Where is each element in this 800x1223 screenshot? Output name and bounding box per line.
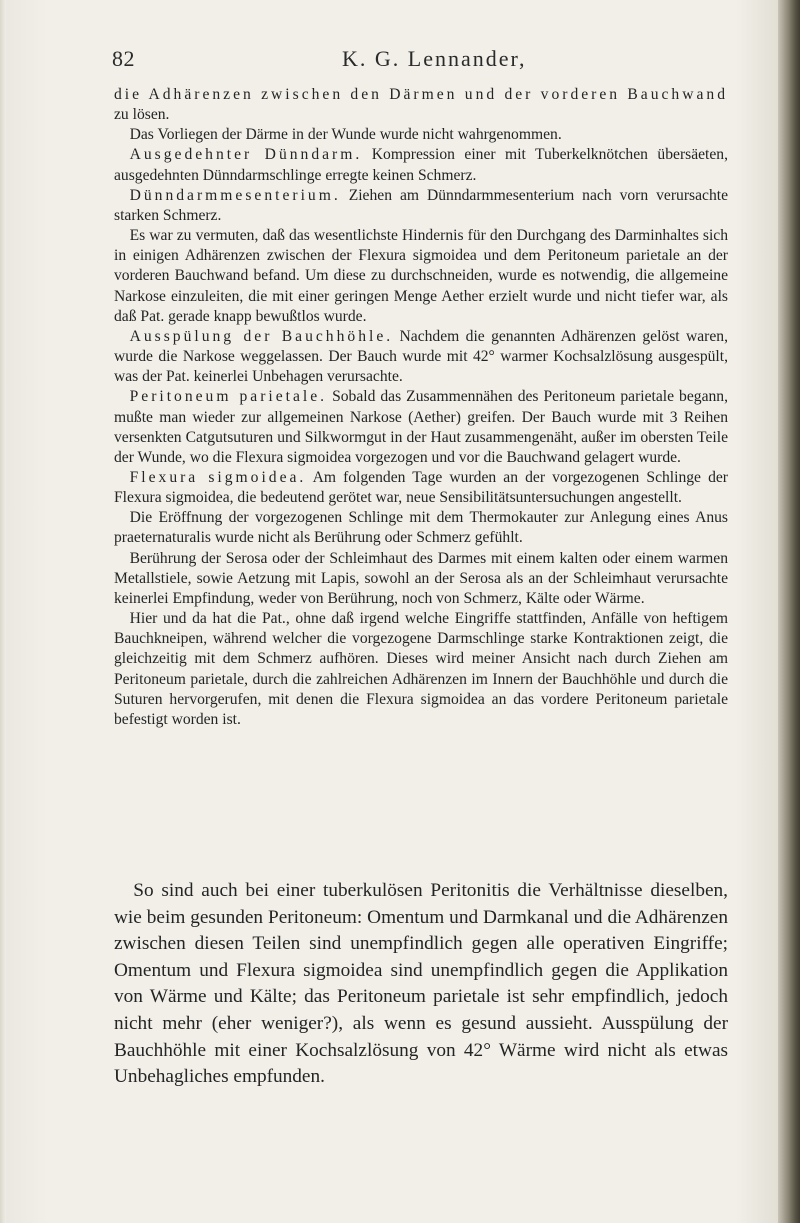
- paragraph: [114, 85, 728, 125]
- summary-paragraph: [114, 878, 728, 1091]
- paragraph-text: Hier und da hat die Pat., ohne daß irgend welche Eingriffe stattfinden, Anfälle von heftigem Bauchkneipen, während welcher die vorgezogene Darmschlinge starke Kontraktionen zeigt, die gleichzeitig mit dem Schmerz aufhören. Dieses wird meiner Ansicht nach durch Ziehen am Peritoneum parietale, durch die zahlreichen Adhärenzen im Innern der Bauchhöhle und durch die Suturen hervorgerufen, mit denen die Flexura sigmoidea an das vordere Peritoneum parietale befestigt worden ist.: [114, 610, 728, 728]
- paragraph-text: Es war zu vermuten, daß das wesentlichste Hindernis für den Durchgang des Darminhaltes sich in einigen Adhärenzen zwischen der Flexura sigmoidea und dem Peritoneum parietale an der vorderen Bauchwand befand. Um diese zu durchschneiden, wurde es notwendig, die allgemeine Narkose einzuleiten, die mit einer geringen Menge Aether erzielt wurde und nicht tiefer war, als daß Pat. gerade knapp bewußtlos wurde.: [114, 227, 728, 325]
- paragraph-text: Am folgenden Tage wurden an der vorgezogenen Schlinge der Flexura sigmoidea, die bedeutend gerötet war, neue Sensibilitätsuntersuchungen angestellt.: [114, 468, 728, 507]
- paragraph-text: Die Eröffnung der vorgezogenen Schlinge mit dem Thermokauter zur Anlegung eines Anus praeternaturalis wurde nicht als Berührung oder Schmerz gefühlt.: [114, 509, 728, 547]
- paragraph-text: Kompression einer mit Tuberkelknötchen übersäeten, ausgedehnten Dünndarmschlinge erregte keinen Schmerz.: [114, 146, 729, 184]
- paragraph: [114, 549, 728, 609]
- page-number: 82: [112, 46, 135, 71]
- paragraph: [114, 508, 728, 548]
- paragraph: [114, 327, 728, 387]
- paragraph-lead: Ausspülung der Bauchhöhle.: [129, 327, 394, 345]
- paragraph-lead: Flexura sigmoidea.: [129, 468, 307, 486]
- paragraph-text: Das Vorliegen der Därme in der Wunde wurde nicht wahrgenommen.: [129, 126, 562, 144]
- paragraph: [114, 387, 728, 468]
- summary-paragraph-text: So sind auch bei einer tuberkulösen Peritonitis die Verhältnisse dieselben, wie beim gesunden Peritoneum: Omentum und Darmkanal und die Adhärenzen zwischen diesen Teilen sind unempfindlich gegen alle operativen Eingriffe; Omentum und Flexura sigmoidea sind unempfindlich gegen die Applikation von Wärme und Kälte; das Peritoneum parietale ist sehr empfindlich, jedoch nicht mehr (eher weniger?), als wenn es gesund aussieht. Ausspülung der Bauchhöhle mit einer Kochsalzlösung von 42° Wärme wird nicht als etwas Unbehagliches empfunden.: [114, 880, 728, 1088]
- running-head: K. G. Lennander,: [342, 46, 527, 71]
- paragraph-lead: die Adhärenzen zwischen den Därmen und der vorderen Bauchwand: [114, 86, 728, 103]
- paragraph: [114, 468, 728, 508]
- paragraph: [114, 609, 728, 730]
- summary-text: [114, 878, 728, 1091]
- paragraph: [114, 186, 728, 226]
- paragraph-text: Sobald das Zusammennähen des Peritoneum parietale begann, mußte man wieder zur allgemeinen Narkose (Aether) greifen. Der Bauch wurde mit 3 Reihen versenkten Catgutsuturen und Silkwormgut in der Haut zusammengenäht, außer im obersten Teile der Wunde, wo die Flexura sigmoidea vorgezogen und vor die Bauchwand gelagert wurde.: [114, 388, 728, 466]
- paragraph-text: Berührung der Serosa oder der Schleimhaut des Darmes mit einem kalten oder einem warmen Metallstiele, sowie Aetzung mit Lapis, sowohl an der Serosa als an der Schleimhaut verursachte keinerlei Empfindung, weder von Berührung, noch von Schmerz, Kälte oder Wärme.: [114, 549, 728, 607]
- paragraph-lead: Peritoneum parietale.: [129, 388, 328, 406]
- paragraph: [114, 125, 728, 145]
- page-header: [112, 46, 742, 76]
- book-binding-edge: [778, 0, 800, 1223]
- page-left-edge: [0, 0, 6, 1223]
- paragraph-text: zu lösen.: [114, 106, 170, 124]
- paragraph-lead: Dünndarmmesenterium.: [129, 186, 341, 204]
- paragraph-text: Nachdem die genannten Adhärenzen gelöst waren, wurde die Narkose weggelassen. Der Bauch wurde mit 42° warmer Kochsalzlösung ausgespült, was der Pat. keinerlei Unbehagen verursachte.: [114, 327, 728, 386]
- case-report-text: [114, 85, 728, 730]
- paragraph: [114, 226, 728, 327]
- paragraph-text: Ziehen am Dünndarmmesenterium nach vorn verursachte starken Schmerz.: [114, 186, 728, 224]
- paragraph: [114, 145, 728, 185]
- paragraph-lead: Ausgedehnter Dünndarm.: [129, 146, 363, 164]
